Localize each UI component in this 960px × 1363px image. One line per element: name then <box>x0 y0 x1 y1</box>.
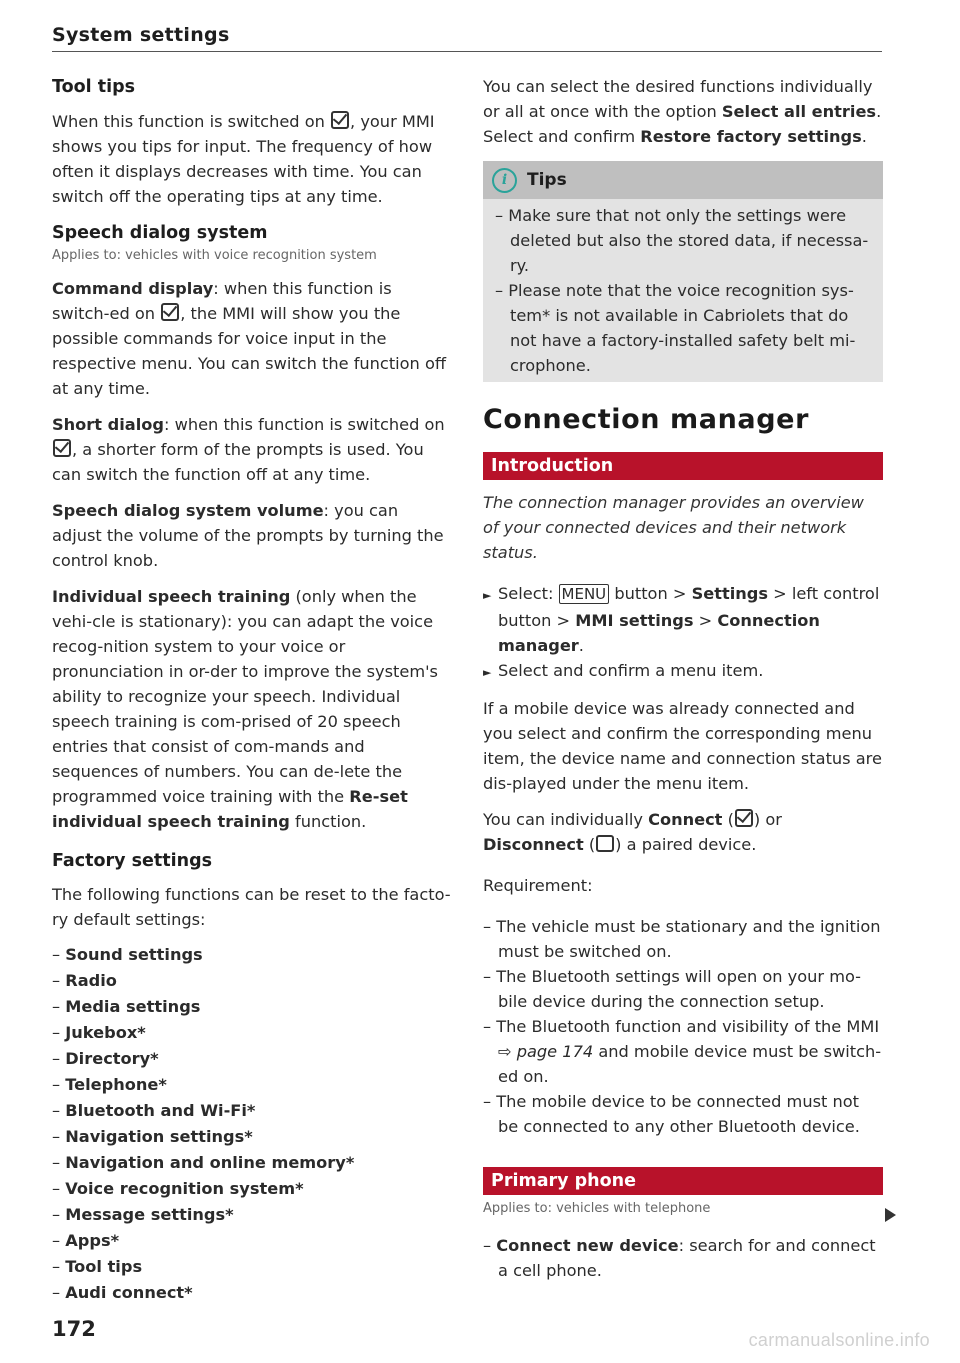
speech-dialog-heading: Speech dialog system <box>52 223 268 243</box>
requirements-list <box>483 914 883 1139</box>
tips-list <box>483 199 883 382</box>
tips-item: – Please note that the voice recognition sys-tem* is not available in Cabriolets that do not have a factory-installed safety belt mi-crophone. <box>495 281 856 375</box>
steps-list <box>483 581 883 685</box>
speech-training-end: function. <box>289 812 367 831</box>
volume-label: Speech dialog system volume <box>52 501 324 520</box>
checkbox-checked-icon <box>735 809 753 827</box>
speech-training-text <box>52 584 452 834</box>
tips-box <box>483 161 883 382</box>
tool-tips-heading: Tool tips <box>52 77 136 97</box>
info-icon: i <box>492 168 517 193</box>
checkbox-empty-icon <box>596 835 614 852</box>
tips-header <box>483 161 883 199</box>
checkbox-checked-icon <box>331 111 349 129</box>
page-reference-link[interactable]: ⇨ page 174 <box>498 1042 594 1061</box>
short-dialog-text <box>52 412 452 487</box>
requirement-item: – The Bluetooth settings will open on your mo-bile device during the connection setup. <box>483 967 862 1011</box>
step-2 <box>483 658 883 685</box>
factory-settings-item: – Radio <box>52 971 117 990</box>
requirement-item: – The Bluetooth function and visibility of the MMI ⇨ page 174 and mobile device must be switch-ed on. <box>483 1017 882 1086</box>
speech-applies-note: Applies to: vehicles with voice recognition system <box>52 248 377 263</box>
connect-e: ) a paired device. <box>615 835 757 854</box>
command-display-a: : when this function is switch-ed on <box>52 279 392 323</box>
volume-text <box>52 498 452 573</box>
factory-settings-item: – Audi connect* <box>52 1283 193 1302</box>
connection-manager-label: Connection manager <box>498 611 820 655</box>
factory-settings-item: – Directory* <box>52 1049 159 1068</box>
select-functions-text <box>483 74 883 149</box>
step1-a: Select: <box>498 584 559 603</box>
factory-settings-heading: Factory settings <box>52 851 213 871</box>
reset-training-label: Re-set individual speech training <box>52 787 408 831</box>
factory-settings-item: – Media settings <box>52 997 201 1016</box>
factory-settings-item: – Apps* <box>52 1231 120 1250</box>
speech-training-label: Individual speech training <box>52 587 291 606</box>
connect-c: ) or <box>753 810 782 829</box>
right-column <box>483 74 883 1283</box>
tool-tips-text <box>52 109 452 209</box>
command-display-label: Command display <box>52 279 214 298</box>
connect-disconnect-text <box>483 807 883 857</box>
primary-applies-note: Applies to: vehicles with telephone <box>483 1201 711 1216</box>
factory-settings-item: – Voice recognition system* <box>52 1179 304 1198</box>
step1-d: > <box>693 611 718 630</box>
tips-title: Tips <box>527 169 567 190</box>
header-divider <box>52 51 882 52</box>
checkbox-checked-icon <box>53 439 71 457</box>
connected-device-text: If a mobile device was already connected and you select and confirm the corresponding menu item, the device name and connection status are dis-played under the menu item. <box>483 699 882 793</box>
select-all-label: Select all entries <box>721 102 877 121</box>
select-text-b: . Select and confirm <box>483 102 882 146</box>
tool-tips-text-a: When this function is switched on <box>52 112 331 131</box>
primary-phone-item: – Connect new device: search for and connect a cell phone. <box>483 1236 876 1280</box>
primary-phone-list <box>483 1233 883 1283</box>
step1-e: . <box>578 636 584 655</box>
factory-settings-item: – Telephone* <box>52 1075 167 1094</box>
factory-settings-item: – Sound settings <box>52 945 203 964</box>
requirement-label: Requirement: <box>483 876 593 895</box>
introduction-bar: Introduction <box>483 452 883 480</box>
connect-b: ( <box>722 810 734 829</box>
factory-settings-item: – Message settings* <box>52 1205 234 1224</box>
step1-b: button > <box>609 584 692 603</box>
connect-label: Connect <box>648 810 723 829</box>
checkbox-checked-icon <box>161 303 179 321</box>
factory-settings-item: – Navigation and online memory* <box>52 1153 355 1172</box>
requirement-item: – The mobile device to be connected must not be connected to any other Bluetooth device. <box>483 1092 860 1136</box>
connect-a: You can individually <box>483 810 649 829</box>
page-header: System settings <box>52 24 230 46</box>
requirement-item: – The vehicle must be stationary and the ignition must be switched on. <box>483 917 881 961</box>
step-1 <box>483 581 883 658</box>
factory-settings-item: – Jukebox* <box>52 1023 146 1042</box>
volume-desc: : you can adjust the volume of the prompts by turning the control knob. <box>52 501 444 570</box>
connect-new-device-label: Connect new device <box>496 1236 679 1255</box>
continue-arrow-icon <box>885 1208 896 1222</box>
command-display-b: , the MMI will show you the possible commands for voice input in the respective menu. You can switch the function off at any time. <box>52 304 447 398</box>
select-text-end: . <box>861 127 867 146</box>
short-dialog-a: : when this function is switched on <box>163 415 445 434</box>
speech-training-desc: (only when the vehi-cle is stationary): you can adapt the voice recog-nition system to your voice or pronunciation in or-der to improve the system's ability to recognize your speech. Individual speech training is com-prised of 20 speech entries that consist of com-mands and sequences of numbers. You can de-lete the programmed voice training with the <box>52 587 438 806</box>
disconnect-label: Disconnect <box>483 835 584 854</box>
short-dialog-label: Short dialog <box>52 415 164 434</box>
factory-settings-item: – Navigation settings* <box>52 1127 253 1146</box>
restore-label: Restore factory settings <box>640 127 862 146</box>
connect-d: ( <box>583 835 596 854</box>
step2-text: Select and confirm a menu item. <box>498 661 764 680</box>
select-text-a: You can select the desired functions individually or all at once with the option <box>483 77 873 121</box>
factory-intro: The following functions can be reset to the facto-ry default settings: <box>52 885 451 929</box>
primary-phone-bar: Primary phone <box>483 1167 883 1195</box>
left-column <box>52 74 452 1306</box>
menu-button-label: MENU <box>559 584 610 604</box>
page-number: 172 <box>52 1317 96 1341</box>
connection-manager-title: Connection manager <box>483 404 810 435</box>
factory-settings-item: – Tool tips <box>52 1257 143 1276</box>
tool-tips-text-b: , your MMI shows you tips for input. The frequency of how often it displays decreases with time. You can switch off the operating tips at any time. <box>52 112 435 206</box>
short-dialog-b: , a shorter form of the prompts is used. You can switch the function off at any time. <box>52 440 424 484</box>
settings-label: Settings <box>691 584 768 603</box>
factory-settings-item: – Bluetooth and Wi-Fi* <box>52 1101 256 1120</box>
tips-item: – Make sure that not only the settings were deleted but also the stored data, if necessa-ry. <box>495 206 869 275</box>
mmi-settings-label: MMI settings <box>575 611 694 630</box>
step1-c: > left control button > <box>498 584 880 630</box>
factory-settings-list <box>52 942 452 1306</box>
command-display-text <box>52 276 452 401</box>
arrow-right-icon: ► <box>483 666 492 679</box>
introduction-text: The connection manager provides an overview of your connected devices and their network status. <box>483 493 864 562</box>
arrow-right-icon: ► <box>483 589 492 602</box>
watermark: carmanualsonline.info <box>748 1330 930 1350</box>
